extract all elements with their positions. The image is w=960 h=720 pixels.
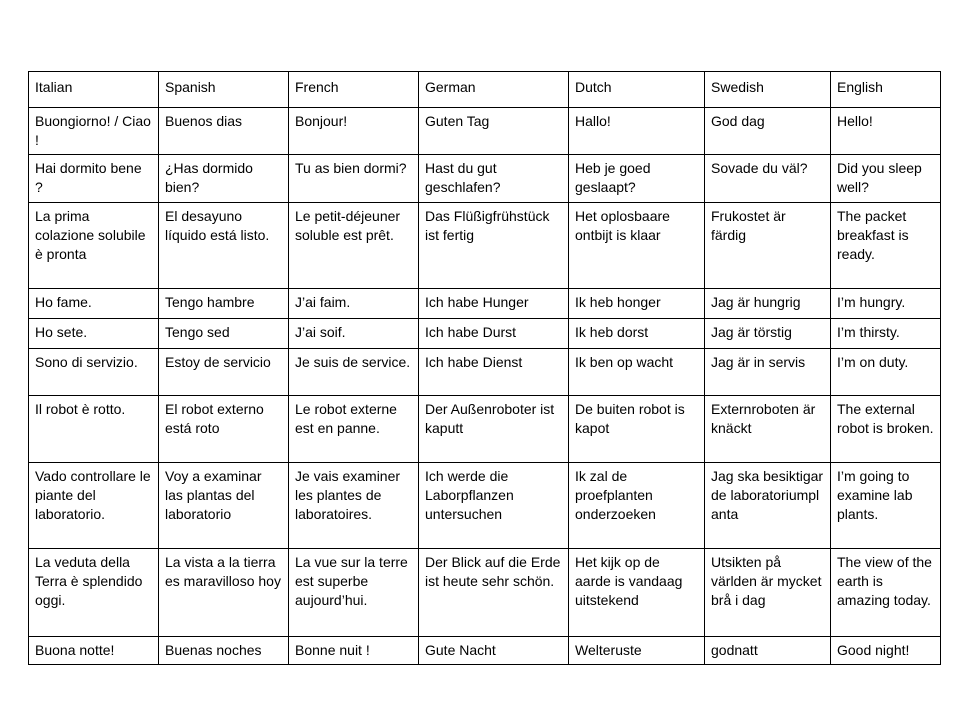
table-cell: I’m on duty. [831, 349, 941, 396]
table-cell: La vista a la tierra es maravilloso hoy [159, 549, 289, 637]
table-cell: Het oplosbaare ontbijt is klaar [569, 203, 705, 289]
table-cell: Der Blick auf die Erde ist heute sehr schön. [419, 549, 569, 637]
table-cell: Ik heb dorst [569, 319, 705, 349]
table-cell: I’m hungry. [831, 289, 941, 319]
table-cell: I’m going to examine lab plants. [831, 463, 941, 549]
table-cell: Sono di servizio. [29, 349, 159, 396]
table-row [29, 155, 941, 203]
header-row [29, 72, 941, 108]
table-cell: Ich habe Dienst [419, 349, 569, 396]
table-cell: Ik ben op wacht [569, 349, 705, 396]
table-cell: Hello! [831, 108, 941, 155]
header-cell: Italian [29, 72, 159, 108]
table-cell: Jag är törstig [705, 319, 831, 349]
table-cell: Welteruste [569, 637, 705, 665]
table-cell: Tengo sed [159, 319, 289, 349]
table-cell: Bonne nuit ! [289, 637, 419, 665]
table-cell: Ho fame. [29, 289, 159, 319]
table-row [29, 108, 941, 155]
table-cell: La prima colazione solubile è pronta [29, 203, 159, 289]
table-cell: The view of the earth is amazing today. [831, 549, 941, 637]
table-cell: Externroboten är knäckt [705, 396, 831, 463]
table-cell: Buenas noches [159, 637, 289, 665]
table-cell: Hai dormito bene ? [29, 155, 159, 203]
table-cell: Jag är hungrig [705, 289, 831, 319]
table-cell: Good night! [831, 637, 941, 665]
table-cell: Der Außenroboter ist kaputt [419, 396, 569, 463]
table-row [29, 549, 941, 637]
table-cell: Ich habe Durst [419, 319, 569, 349]
table-cell: Il robot è rotto. [29, 396, 159, 463]
table-cell: Hallo! [569, 108, 705, 155]
table-cell: Frukostet är färdig [705, 203, 831, 289]
table-cell: Jag ska besiktigar de laboratoriumpl anta [705, 463, 831, 549]
table-cell: Sovade du väl? [705, 155, 831, 203]
table-cell: Buona notte! [29, 637, 159, 665]
table-cell: Le petit-déjeuner soluble est prêt. [289, 203, 419, 289]
table-cell: La vue sur la terre est superbe aujourd’hui. [289, 549, 419, 637]
table-row [29, 349, 941, 396]
table-cell: Gute Nacht [419, 637, 569, 665]
table-cell: godnatt [705, 637, 831, 665]
table-cell: The external robot is broken. [831, 396, 941, 463]
table-cell: Heb je goed geslaapt? [569, 155, 705, 203]
table-row [29, 289, 941, 319]
table-cell: El robot externo está roto [159, 396, 289, 463]
table-cell: Ich habe Hunger [419, 289, 569, 319]
table-cell: Buongiorno! / Ciao ! [29, 108, 159, 155]
table-cell: Das Flüßigfrühstück ist fertig [419, 203, 569, 289]
table-cell: Voy a examinar las plantas del laboratorio [159, 463, 289, 549]
header-cell: English [831, 72, 941, 108]
table-cell: God dag [705, 108, 831, 155]
table-cell: J’ai faim. [289, 289, 419, 319]
table-cell: ¿Has dormido bien? [159, 155, 289, 203]
table-cell: Bonjour! [289, 108, 419, 155]
header-cell: Spanish [159, 72, 289, 108]
table-row [29, 319, 941, 349]
table-cell: Tu as bien dormi? [289, 155, 419, 203]
header-cell: Swedish [705, 72, 831, 108]
table-cell: Estoy de servicio [159, 349, 289, 396]
table-cell: El desayuno líquido está listo. [159, 203, 289, 289]
table-cell: Je suis de service. [289, 349, 419, 396]
table-cell: J’ai soif. [289, 319, 419, 349]
table-cell: Guten Tag [419, 108, 569, 155]
table-cell: Ich werde die Laborpflanzen untersuchen [419, 463, 569, 549]
table-cell: La veduta della Terra è splendido oggi. [29, 549, 159, 637]
table-cell: Buenos dias [159, 108, 289, 155]
table-cell: Utsikten på världen är mycket brå i dag [705, 549, 831, 637]
header-cell: German [419, 72, 569, 108]
table-cell: Vado controllare le piante del laboratorio. [29, 463, 159, 549]
table-cell: Hast du gut geschlafen? [419, 155, 569, 203]
table-row [29, 637, 941, 665]
table-cell: The packet breakfast is ready. [831, 203, 941, 289]
header-cell: French [289, 72, 419, 108]
table-cell: Did you sleep well? [831, 155, 941, 203]
table-cell: Ik zal de proefplanten onderzoeken [569, 463, 705, 549]
table-cell: Je vais examiner les plantes de laboratoires. [289, 463, 419, 549]
table-cell: Jag är in servis [705, 349, 831, 396]
phrase-table [28, 71, 941, 665]
table-row [29, 396, 941, 463]
table-cell: Ik heb honger [569, 289, 705, 319]
table-cell: Tengo hambre [159, 289, 289, 319]
table-cell: Ho sete. [29, 319, 159, 349]
table-cell: De buiten robot is kapot [569, 396, 705, 463]
table-cell: Le robot externe est en panne. [289, 396, 419, 463]
table-row [29, 203, 941, 289]
table-cell: Het kijk op de aarde is vandaag uitstekend [569, 549, 705, 637]
header-cell: Dutch [569, 72, 705, 108]
table-row [29, 463, 941, 549]
table-cell: I’m thirsty. [831, 319, 941, 349]
